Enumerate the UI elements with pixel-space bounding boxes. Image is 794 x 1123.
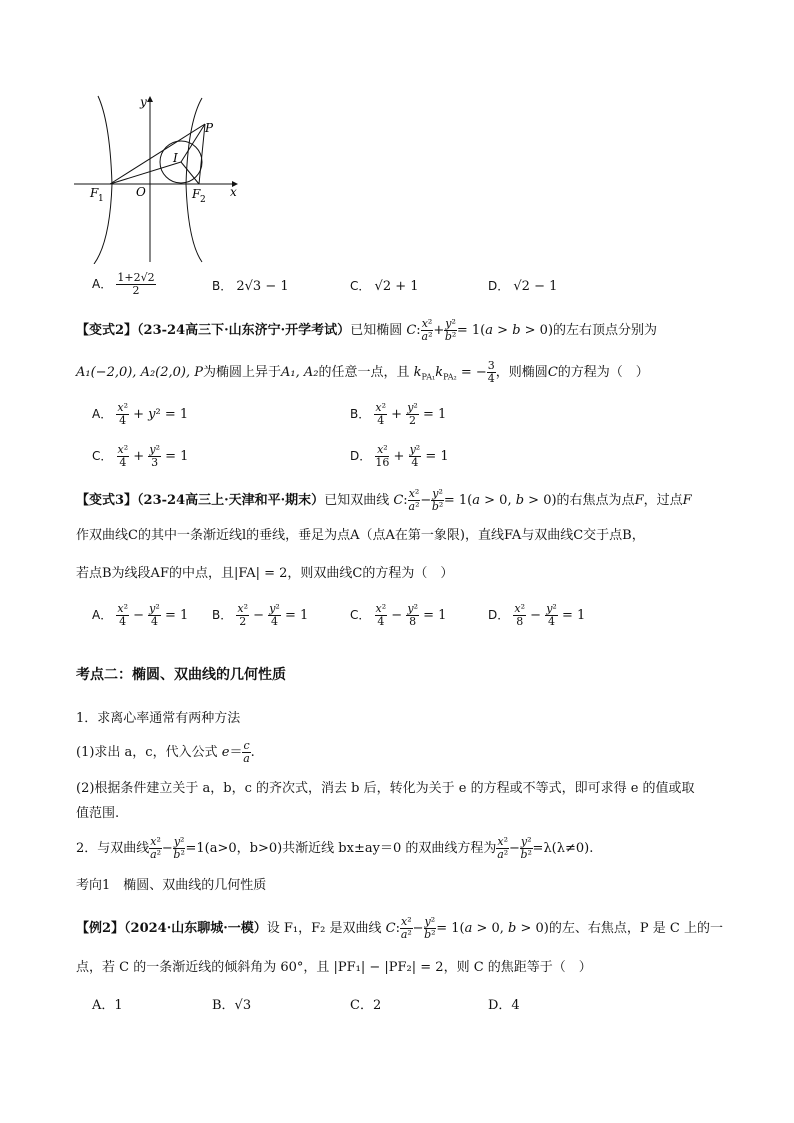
- label-f1-sub: 1: [98, 194, 104, 204]
- label-y: y: [140, 95, 147, 109]
- v3-option-a: A． $\frac{\text{x²}}{4}$ − $\frac{\text{y²}}{4}$ = 1: [92, 602, 189, 629]
- ex2-option-b: B．√3: [212, 998, 252, 1013]
- q1-option-c: C． √2 + 1: [350, 279, 419, 294]
- v3-line3: 若点B为线段AF的中点，且|FA| = 2，则双曲线C的方程为（ ）: [76, 566, 454, 581]
- line-i-f1: [110, 162, 181, 184]
- direction-title: 考向1 椭圆、双曲线的几何性质: [76, 878, 267, 893]
- label-f2: F: [192, 187, 201, 201]
- v2-option-b: B． $\frac{\text{x²}}{4}$ + $\frac{\text{y²}}{2}$ = 1: [350, 401, 447, 428]
- v3-option-b: B． $\frac{\text{x²}}{2}$ − $\frac{\text{y²}}{4}$ = 1: [212, 602, 309, 629]
- v3-line1: 【变式3】（23-24高三上·天津和平·期末）已知双曲线 C: $\frac{\text{x²}}{\text{a²}}$ − $\frac{\text{y²}}{\text{b²}}$ = 1(a > 0, b > 0)的右焦点为点F，过点F: [76, 487, 692, 514]
- method-p2: (1)求出 a，c，代入公式 e＝ $\frac{c}{a}$ .: [76, 739, 255, 766]
- ex2-line2: 点，若 C 的一条渐近线的倾斜角为 60°，且 |PF₁| − |PF₂| = 2，则 C 的焦距等于（ ）: [76, 960, 592, 975]
- v3-option-c: C． $\frac{\text{x²}}{4}$ − $\frac{\text{y²}}{8}$ = 1: [350, 602, 447, 629]
- ex2-option-c: C．2: [350, 998, 382, 1013]
- method-p3b: 值范围.: [76, 806, 120, 821]
- v2-option-d: D． $\frac{\text{x²}}{16}$ + $\frac{\text{y²}}{4}$ = 1: [350, 443, 449, 470]
- label-i: I: [173, 151, 178, 165]
- method-p1: 1．求离心率通常有两种方法: [76, 711, 241, 726]
- left-branch: [94, 96, 112, 264]
- v2-option-a: A． $\frac{\text{x²}}{4}$ + y² = 1: [92, 401, 189, 428]
- v2-option-c: C． $\frac{\text{x²}}{4}$ + $\frac{\text{y²}}{3}$ = 1: [92, 443, 189, 470]
- q1-option-d: D． √2 − 1: [488, 279, 558, 294]
- label-p: P: [205, 121, 214, 135]
- v3-line2: 作双曲线C的其中一条渐近线l的垂线，垂足为点A（点A在第一象限)，直线FA与双曲线C交于点B，: [76, 528, 645, 543]
- q1-option-a: A． $\frac{1+2√2}{2}$: [92, 271, 155, 298]
- v2-line2: A₁(−2,0), A₂(2,0), P为椭圆上异于A₁, A₂的任意一点，且 $k_{PA_1}k_{PA_2}$ = − $\frac{3}{4}$ ，则椭圆C的方程为（ ）: [76, 359, 649, 386]
- label-o: O: [136, 185, 146, 199]
- section-title: 考点二：椭圆、双曲线的几何性质: [76, 667, 286, 683]
- ex2-line1: 【例2】（2024·山东聊城·一模）设 F₁，F₂ 是双曲线 C: $\frac{\text{x²}}{\text{a²}}$ − $\frac{\text{y²}}{\text{b²}}$ = 1(a > 0, b > 0)的左、右焦点，P 是 C 上的一: [76, 915, 723, 942]
- v2-line1: 【变式2】（23-24高三下·山东济宁·开学考试）已知椭圆 C: $\frac{\text{x²}}{\text{a²}}$ + $\frac{\text{y²}}{\text{b²}}$ = 1(a > b > 0)的左右顶点分别为: [76, 317, 658, 344]
- q1-option-b: B． 2√3 − 1: [212, 279, 289, 294]
- label-f2-sub: 2: [200, 195, 206, 205]
- method-p4: 2．与双曲线 $\frac{\text{x²}}{\text{a²}}$ − $\frac{\text{y²}}{\text{b²}}$ =1(a>0，b>0)共渐近线 bx±ay＝0 的双曲线方程为 $\frac{\text{x²}}{\text{a²}}$ − $\frac{\text{y²}}{\text{b²}}$ =λ(λ≠0).: [76, 835, 594, 862]
- method-p3: (2)根据条件建立关于 a，b，c 的齐次式，消去 b 后，转化为关于 e 的方程或不等式，即可求得 e 的值或取: [76, 781, 695, 796]
- label-f1: F: [90, 186, 99, 200]
- line-f1-p: [110, 124, 205, 184]
- ex2-option-d: D．4: [488, 998, 520, 1013]
- v3-option-d: D． $\frac{\text{x²}}{8}$ − $\frac{\text{y²}}{4}$ = 1: [488, 602, 586, 629]
- hyperbola-figure: [70, 92, 250, 264]
- y-axis-arrow: [147, 96, 153, 102]
- label-x: x: [230, 185, 237, 199]
- ex2-option-a: A．1: [92, 998, 123, 1013]
